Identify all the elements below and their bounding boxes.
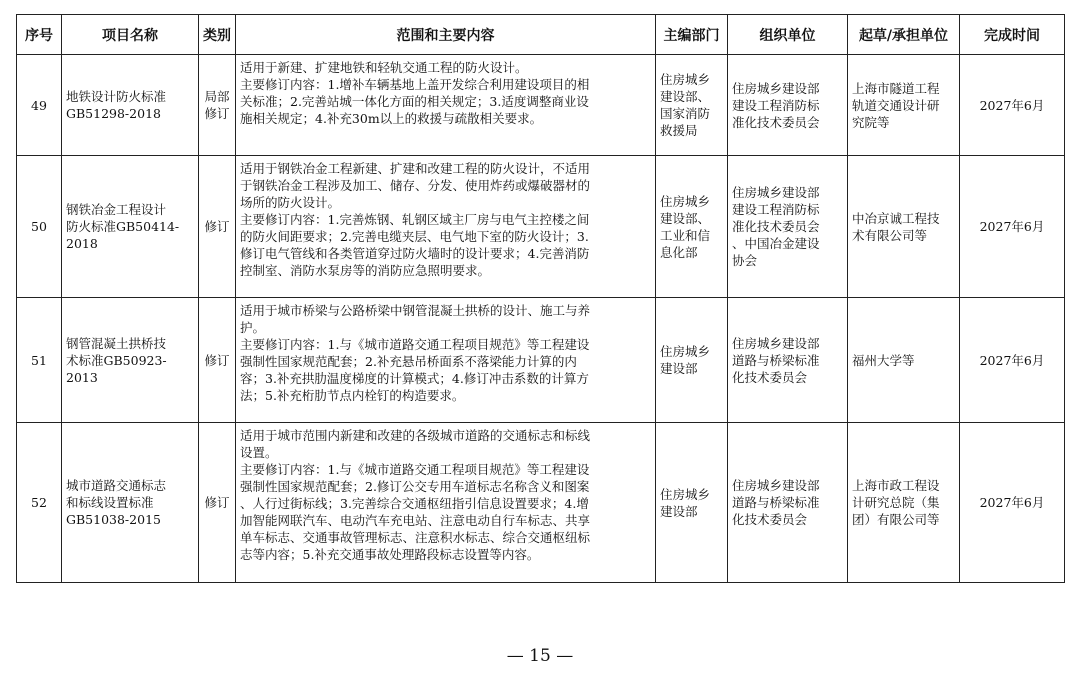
- cell-time: 2027年6月: [960, 298, 1065, 423]
- cell-name-line: 2018: [66, 236, 98, 251]
- cell-type: [199, 423, 236, 583]
- cell-scope-line: 关标准；2.完善站城一体化方面的相关规定；3.适度调整商业设: [240, 94, 589, 109]
- cell-draft-line: 轨道交通设计研: [852, 97, 940, 113]
- header-draft: 起草/承担单位: [848, 15, 960, 55]
- cell-org-line: 准化技术委员会: [732, 114, 820, 130]
- cell-type-line: 修订: [204, 352, 230, 368]
- table-row: [17, 156, 1065, 298]
- cell-draft-line: 术有限公司等: [852, 227, 928, 243]
- cell-org-line: 协会: [732, 253, 758, 268]
- cell-dept-line: 工业和信: [660, 227, 711, 243]
- cell-draft: [848, 156, 960, 298]
- cell-scope-line: 护。: [240, 320, 266, 335]
- cell-scope-line: 设置。: [240, 445, 278, 460]
- cell-org-line: 住房城乡建设部: [732, 478, 820, 493]
- cell-org-line: 、中国冶金建设: [732, 236, 820, 251]
- table-row: [17, 423, 1065, 583]
- header-type: 类别: [199, 15, 236, 55]
- cell-scope-line: 志等内容；5.补充交通事故处理路段标志设置等内容。: [240, 547, 540, 562]
- header-scope: 范围和主要内容: [236, 15, 656, 55]
- cell-org-line: 建设工程消防标: [732, 202, 820, 217]
- cell-name-line: 2013: [66, 369, 98, 385]
- cell-draft-line: 计研究总院（集: [852, 495, 940, 510]
- header-name: 项目名称: [62, 15, 199, 55]
- cell-draft-line: 上海市政工程设: [852, 478, 940, 493]
- cell-no: 52: [17, 423, 62, 583]
- cell-scope-line: 场所的防火设计。: [240, 195, 341, 210]
- cell-scope-line: 主要修订内容：1.与《城市道路交通工程项目规范》等工程建设: [240, 462, 590, 477]
- cell-dept-line: 住房城乡: [660, 486, 711, 502]
- cell-org-line: 住房城乡建设部: [732, 335, 820, 351]
- cell-dept-line: 救援局: [660, 123, 698, 138]
- cell-dept-line: 建设部: [660, 361, 698, 376]
- cell-name-line: GB51298-2018: [66, 106, 161, 121]
- cell-dept-line: 建设部、: [660, 89, 711, 104]
- header-time: 完成时间: [960, 15, 1065, 55]
- cell-type-line: 修订: [204, 495, 230, 510]
- cell-name-line: 城市道路交通标志: [66, 478, 167, 493]
- cell-dept-line: 建设部: [660, 503, 698, 519]
- cell-scope-line: 于钢铁冶金工程涉及加工、储存、分发、使用炸药或爆破器材的: [240, 178, 591, 193]
- cell-draft: [848, 423, 960, 583]
- cell-name: [62, 423, 199, 583]
- cell-org-line: 住房城乡建设部: [732, 80, 820, 96]
- cell-type: [199, 298, 236, 423]
- cell-scope-line: 主要修订内容：1.与《城市道路交通工程项目规范》等工程建设: [240, 337, 590, 352]
- cell-no: 49: [17, 55, 62, 156]
- cell-name-line: 地铁设计防火标准: [66, 89, 167, 104]
- cell-scope-line: 单车标志、交通事故管理标志、注意积水标志、综合交通枢纽标: [240, 530, 591, 545]
- cell-scope-line: 修订电气管线和各类管道穿过防火墙时的设计要求；4.完善消防: [240, 246, 590, 261]
- cell-name: [62, 156, 199, 298]
- cell-scope-line: 施相关规定；4.补充30m以上的救援与疏散相关要求。: [240, 111, 543, 126]
- cell-scope: [236, 156, 656, 298]
- cell-type: [199, 156, 236, 298]
- table-header-row: [17, 15, 1065, 55]
- cell-org: [728, 55, 848, 156]
- cell-org-line: 准化技术委员会: [732, 219, 820, 234]
- table-row: [17, 298, 1065, 423]
- cell-name-line: 和标线设置标准: [66, 495, 154, 510]
- cell-dept: [656, 156, 728, 298]
- cell-no: 51: [17, 298, 62, 423]
- header-org: 组织单位: [728, 15, 848, 55]
- cell-time: 2027年6月: [960, 423, 1065, 583]
- cell-scope-line: 强制性国家规范配套；2.补充悬吊桥面系不落梁能力计算的内: [240, 354, 577, 369]
- cell-draft-line: 上海市隧道工程: [852, 80, 940, 96]
- cell-scope-line: 强制性国家规范配套；2.修订公交专用车道标志名称含义和图案: [240, 479, 590, 494]
- cell-draft-line: 究院等: [852, 114, 890, 130]
- cell-dept: [656, 55, 728, 156]
- cell-scope: [236, 55, 656, 156]
- cell-draft-line: 中冶京诚工程技: [852, 210, 940, 226]
- cell-org-line: 道路与桥梁标准: [732, 352, 820, 368]
- cell-name: [62, 55, 199, 156]
- cell-scope-line: 主要修订内容：1.增补车辆基地上盖开发综合利用建设项目的相: [240, 77, 590, 92]
- cell-scope: [236, 298, 656, 423]
- cell-org-line: 化技术委员会: [732, 512, 808, 527]
- cell-time: 2027年6月: [960, 156, 1065, 298]
- cell-dept: [656, 423, 728, 583]
- cell-draft: [848, 298, 960, 423]
- cell-scope-line: 法；5.补充桁肋节点内栓钉的构造要求。: [240, 388, 465, 403]
- cell-type: [199, 55, 236, 156]
- header-no: 序号: [17, 15, 62, 55]
- cell-dept-line: 国家消防: [660, 106, 711, 121]
- cell-dept-line: 息化部: [660, 244, 698, 260]
- cell-scope-line: 适用于城市范围内新建和改建的各级城市道路的交通标志和标线: [240, 428, 591, 443]
- cell-scope-line: 控制室、消防水泵房等的消防应急照明要求。: [240, 263, 491, 278]
- cell-draft-line: 团）有限公司等: [852, 512, 940, 527]
- cell-org-line: 化技术委员会: [732, 369, 808, 385]
- cell-name-line: 钢管混凝土拱桥技: [66, 335, 167, 351]
- header-dept: 主编部门: [656, 15, 728, 55]
- cell-org: [728, 298, 848, 423]
- cell-scope-line: 加智能网联汽车、电动汽车充电站、注意电动自行车标志、共享: [240, 513, 591, 528]
- cell-org-line: 道路与桥梁标准: [732, 495, 820, 510]
- cell-name: [62, 298, 199, 423]
- cell-scope: [236, 423, 656, 583]
- cell-org-line: 建设工程消防标: [732, 97, 820, 113]
- standards-table: [16, 14, 1065, 583]
- cell-dept-line: 建设部、: [660, 210, 711, 226]
- page-number: — 15 —: [506, 646, 574, 666]
- cell-dept-line: 住房城乡: [660, 72, 711, 87]
- cell-no: 50: [17, 156, 62, 298]
- cell-type-line: 修订: [204, 219, 230, 234]
- cell-scope-line: 容；3.补充拱肋温度梯度的计算模式；4.修订冲击系数的计算方: [240, 371, 589, 386]
- cell-name-line: GB51038-2015: [66, 512, 161, 527]
- cell-scope-line: 主要修订内容：1.完善炼钢、轧钢区域主厂房与电气主控楼之间: [240, 212, 590, 227]
- cell-type-line: 修订: [204, 106, 230, 121]
- cell-scope-line: 适用于城市桥梁与公路桥梁中钢管混凝土拱桥的设计、施工与养: [240, 303, 591, 318]
- cell-draft: [848, 55, 960, 156]
- table-row: [17, 55, 1065, 156]
- cell-dept-line: 住房城乡: [660, 193, 711, 209]
- cell-name-line: 术标准GB50923-: [66, 352, 167, 368]
- cell-time: 2027年6月: [960, 55, 1065, 156]
- cell-dept-line: 住房城乡: [660, 344, 711, 359]
- cell-name-line: 钢铁冶金工程设计: [66, 202, 167, 217]
- cell-name-line: 防火标准GB50414-: [66, 219, 180, 234]
- cell-draft-line: 福州大学等: [852, 352, 915, 368]
- cell-scope-line: 适用于新建、扩建地铁和轻轨交通工程的防火设计。: [240, 60, 528, 75]
- cell-scope-line: 、人行过街标线；3.完善综合交通枢纽指引信息设置要求；4.增: [240, 496, 589, 511]
- cell-scope-line: 的防火间距要求；2.完善电缆夹层、电气地下室的防火设计；3.: [240, 229, 589, 244]
- cell-org-line: 住房城乡建设部: [732, 185, 820, 200]
- cell-type-line: 局部: [204, 89, 230, 104]
- cell-scope-line: 适用于钢铁冶金工程新建、扩建和改建工程的防火设计，不适用: [240, 161, 591, 176]
- cell-dept: [656, 298, 728, 423]
- cell-org: [728, 156, 848, 298]
- cell-org: [728, 423, 848, 583]
